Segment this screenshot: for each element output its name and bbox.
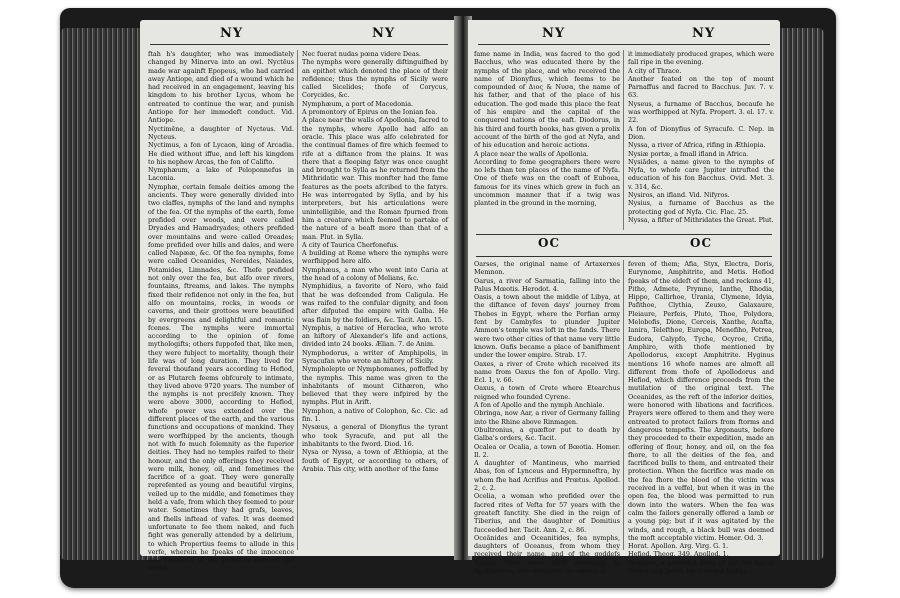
left-column-b: Nec fuerat nudas pœna videre Deas. The nymphs were generally diftinguifhed by an epithet which denoted the place of their refidence; thus the nymphs of Sicily were called Sicelides; thofe of Corycus, Corycides, &c. Nymphæum, a port of Macedonia. A promontory of Epirus on the Ionian fea. A place near the walls of Apollonia, facred to the nymphs, where Apollo had alfo an oracle. This place was alfo celebrated for the continual flames of fire which feemed to rife at a diftance from the plains. It was there that a fleeping fatyr was once caught and brought to Sylla as he returned from the Mithridatic war. This monfter had the fame features as the poets afcribed to the fatyrs. He was interrogated by Sylla, and by his interpreters, but his articulations were unintelligible, and the Roman fpurned from him a creature which feemed to partake of the nature of a beaft more than that of a man. Plut. in Sylla. A city of Taurica Cherfonefus. A building at Rome where the nymphs were worfhipped here alfo. Nymphæus, a man who went into Caria at the head of a colony of Melians, &c. Nymphidius, a favorite of Nero, who faid that he was defcended from Caligula. He was raifed to the confular dignity, and foon after difputed the empire with Galba. He was flain by the foldiers, &c. Tacit. Ann. 15. Nymphis, a native of Heraclea, who wrote an hiftory of Alexander's life and actions, divided into 24 books. Ælian. 7. de Anim. Nymphodorus, a writer of Amphipolis, in Syracufan who wrote an hiftory of Sicily. Nympholepte or Nymphomanes, poffeffed by the nymphs. This name was given to the inhabitants of mount Cithæron, who believed that they were infpired by the nymphs. Plut in Arift. Nymphon, a native of Colophon, &c. Cic. ad fin. 1. Nysæus, a general of Dionyfius the tyrant who took Syracufe, and put all the inhabitants to the fword. Diod. 16. Nysa or Nyssa, a town of Æthiopia, at the fouth of Egypt, or according to others, of Arabia. This city, with another of the fame (302, 50, 448, 473)
left-column-a: ftah h's daughter, who was immediately changed by Minerva into an owl. Nyctēus made war againft Epopeus, who had carried away Antiope, and died of a wound which he had received in an engagement, leaving his kingdom to his brother Lycus, whom he entreated to continue the war, and punish Antiope for her immodeft conduct. Vid. Antiope. Nyctimēne, a daughter of Nycteus. Vid. Nycteus. Nyctimus, a fon of Lycaon, king of Arcadia. He died without iffue, and left his kingdom to his nephew Arcas, the fon of Califto. Nymphæum, a lake of Peloponnefus in Laconia. Nymphæ, certain female deities among the ancients. They were generally divided into two claffes, nymphs of the land and nymphs of the fea. Of the nymphs of the earth, fome prefided over woods, and were called Dryades and Hamadryades; others prefided over mountains and were called Oreades; fome prefided over hills and dales, and were called Napææ, &c. Of the fea nymphs, fome were called Oceanides, Nereides, Naiades, Potamides, Limnades, &c. Thefe prefided not only over the fea, but alfo over rivers, fountains, ftreams, and lakes. The nymphs fixed their refidence not only in the fea, but alfo on mountains, rocks, in woods or caverns, and their grottoes were beautified by evergreens and delightful and romantic fcenes. The nymphs were immortal according to the opinion of fome mythologifts; others fuppofed that, like men, they were fubject to mortality, though their life was of long duration. They lived for feveral thoufand years according to Hefiod, or as Plutarch feems obfcurely to intimate, they lived above 9720 years. The number of the nymphs is not precifely known. They were above 3000, according to Hefiod, whofe power was extended over the different places of the earth, and the various functions and occupations of mankind. They were worfhipped by the ancients, though not with fo much folemnity as the fuperior deities. They had no temples raifed to their honour, and the only offerings they received were milk, honey, oil, and fometimes the facrifice of a goat. They were generally reprefented as young and beautiful virgins, veiled up to the middle, and fometimes they held a vafe, from which they feemed to pour water. Sometimes they had grafs, leaves, and fhells inftead of vafes. It was deemed unfortunate to fee them naked, and fuch fight was generally attended by a delirium, to which Propertius feems to allude in this verfe, wherein he fpeaks of the innocence and fimplicity of the primitive ages of the world, (148, 50, 294, 573)
header-rule (478, 44, 770, 45)
running-head-left: NY (542, 26, 566, 41)
right-column-a2: Oarses, the original name of Artaxerxes Memnon. Oarus, a river of Sarmatia, falling into the Palus Mœotis. Herodot. 4. Oasis, a town about the middle of Libya, at the diftance of feven days' journey from Thebes in Egypt, where the Perfian army fent by Cambyfes to plunder Jupiter Ammon's temple was loft in the fands. There were two other cities of that name very little known. Oafis became a place of banifhment under the lower empire. Strab. 17. Oaxes, a river of Crete which received its name from Oaxus the fon of Apollo. Virg. Ecl. 1, v. 66. Oaxus, a town of Crete where Etearchus reigned who founded Cyrene. A fon of Apollo and the nymph Anchiale. Obringa, now Aar, a river of Germany falling into the Rhine above Rinmagen. Obultronius, a quæftor put to death by Galba's orders, &c. Tacit. Ocalea or Ocalia, a town of Bœotia. Homer. Il. 2. A daughter of Mantineus, who married Abas, fon of Lynceus and Hypermneftra, by whom fhe had Acrifius and Prœtus. Apollod. 2, c. 2. Ocelia, a woman who prefided over the facred rites of Vefta for 57 years with the greateft fanctity. She died in the reign of Tiberius, and the daughter of Domitius fucceeded her. Tacit. Ann. 2, c. 86. Oceănides and Oceanitides, fea nymphs, daughters of Oceanus, from whom they received their name, and of the goddefs Tethys. They were 3000 according to Apollodorus, who mentions the names of (474, 260, 620, 575)
header-rule (150, 44, 448, 45)
right-column-a: fame name in India, was facred to the god Bacchus, who was educated there by the nymphs of the place, and who received the name of Dionyfius, which feems to be compounded of Διος & Νυσα, the name of his father, and that of the place of his education. The god made this place the feat of his empire and the capital of the conquered nations of the eaft. Diodorus, in his third and fourth books, has given a prolix account of the birth of the god at Nyfa, and of his education and heroic actions. A place near the walls of Apollonia. According to fome geographers there were no lefs than ten places of the name of Nyfa. One of thefe was on the coaft of Euboea, famous for its vines which grew in fuch an uncommon manner that if a twig was planted in the ground in the morning, (474, 50, 620, 208)
left-running-head (140, 26, 458, 46)
right-column-b2: feven of them; Afia, Styx, Electra, Doris, Eurynome, Amphitrite, and Metis. Hefiod fpeaks of the eldeft of them, and reckons 41, Pitho, Admete, Prymno, Ianthe, Rhodia, Hippo, Callirhoe, Urania, Clymene, Idyia, Pafithoe, Clythia, Zeuxo, Galaxaure, Pleiaure, Perfeis, Pluto, Thoe, Polydora, Melobofis, Dione, Cerceis, Xanthe, Acafta, Ianira, Telefthoe, Europa, Menefiho, Petrea, Eudora, Calypfo, Tyche, Ocyroe, Crifia, Amphiro, with thofe mentioned by Apollodorus, except Amphitrite. Hyginus mentions 16 whofe names are almoft all different from thofe of Apollodorus and Hefiod, which difference proceeds from the mutilation of the original text. The Oceanides, as the reft of the inferior deities, were honored with libations and facrifices. Prayers were offered to them and they were entreated to protect failors from ftorms and dangerous tempefts. The Argonauts, before they proceeded to their expedition, made an offering of flour, honey, and oil, on the fea fhore, to all the deities of the fea, and facrificed bulls to them, and entreated their protection. When the facrifice was made on the fea fhore the blood of the victim was received in a veffel, but when it was in the open fea, the blood was permitted to run down into the waters. When the fea was calm the failors generally offered a lamb or a young pig; but if it was agitated by the winds, and rough, a black bull was deemed the moft acceptable victim. Homer. Od. 3. Horat. Apollon. Arg. Virg. G. 1. Hefiod. Theog. 349. Apollod. 1. Oceănus, a powerful deity of the fea fon of Cœlus and Terra. He married Tethys (628, 260, 774, 575)
running-head-left: NY (220, 26, 244, 41)
section-head-left: OC (538, 236, 561, 250)
left-page (140, 20, 458, 573)
column-divider (297, 50, 298, 550)
running-head-right: NY (372, 26, 396, 41)
section-head-right: OC (690, 236, 713, 250)
right-running-head (468, 26, 780, 46)
running-head-right: NY (692, 26, 716, 41)
column-divider (623, 50, 624, 230)
section-rule-bottom (476, 256, 772, 257)
column-divider (623, 260, 624, 550)
right-page-edges (780, 28, 824, 560)
right-page (468, 20, 780, 575)
right-column-b: it immediately produced grapes, which were fall ripe in the evening. A city of Thrace. Another feated on the top of mount Parnaffus and facred to Bacchus. Juv. 7. v. 63. Nyseus, a furname of Bacchus, becaufe he was worfhipped at Nyfa. Propert. 3. el. 17. v. 22. A fon of Dionyfius of Syracufe. C. Nep. in Dion. Nyssa, a river of Africa, rifing in Æthiopia. Nysiæ portæ, a fmall ifland in Africa. Nysiădes, a name given to the nymphs of Nyfa, to whofe care Jupiter intrufted the education of his fon Bacchus. Ovid. Met. 3. v. 314, &c. Nysiros, an ifland. Vid. Nifyros. Nysius, a furname of Bacchus as the protecting god of Nyfa. Cic. Flac. 25. Nyssa, a fifter of Mithridates the Great. Plut. (628, 50, 774, 224)
section-head-oc (468, 232, 780, 256)
